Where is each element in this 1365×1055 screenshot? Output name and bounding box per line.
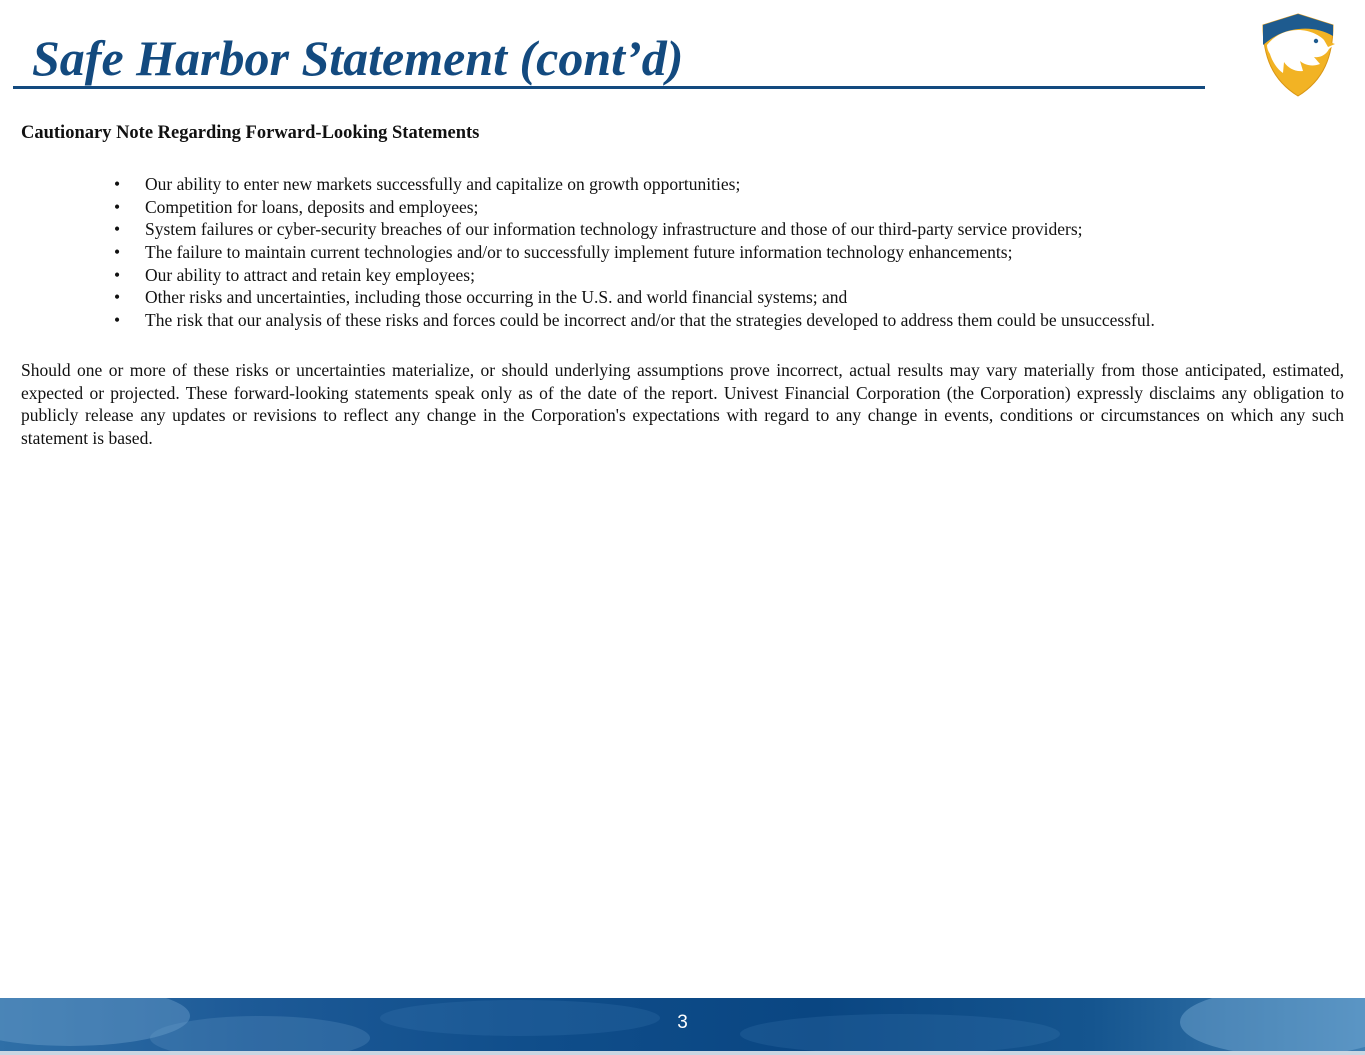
- bullet-icon: •: [114, 219, 121, 240]
- bullet-icon: •: [114, 310, 121, 331]
- bullet-text: The failure to maintain current technologies and/or to successfully implement future information technology enhancements;: [145, 242, 1013, 263]
- bullet-icon: •: [114, 174, 121, 194]
- title-underline: [13, 86, 1205, 89]
- bullet-text: The risk that our analysis of these risks and forces could be incorrect and/or that the strategies developed to address them could be unsuccessful.: [145, 310, 1155, 331]
- eagle-shield-logo-icon: [1258, 12, 1338, 98]
- bullet-text: System failures or cyber-security breaches of our information technology infrastructure and those of our third-party service providers;: [145, 219, 1083, 240]
- bullet-icon: •: [114, 264, 121, 285]
- bullet-icon: •: [114, 196, 121, 217]
- bullet-icon: •: [114, 242, 121, 263]
- bullet-text: Our ability to enter new markets successfully and capitalize on growth opportunities;: [145, 174, 741, 194]
- bullet-icon: •: [114, 287, 121, 308]
- page-number: 3: [677, 1012, 688, 1033]
- bullet-text: Competition for loans, deposits and employees;: [145, 196, 479, 217]
- footer-bottom-rule: [0, 1051, 1365, 1055]
- bullet-text: Other risks and uncertainties, including those occurring in the U.S. and world financial systems; and: [145, 287, 848, 308]
- bullet-text: Our ability to attract and retain key employees;: [145, 264, 475, 285]
- section-subheading: Cautionary Note Regarding Forward-Looking Statements: [21, 123, 480, 143]
- closing-paragraph: Should one or more of these risks or uncertainties materialize, or should underlying assumptions prove incorrect, actual results may vary materially from those anticipated, estimated, expected or projected. These forward-looking statements speak only as of the date of the report. Univest Financial Corporation (the Corporation) expressly disclaims any obligation to publicly release any updates or revisions to reflect any change in the Corporation's expectations with regard to any change in events, conditions or circumstances on which any such statement is based.: [21, 360, 1344, 449]
- footer-bar: [0, 998, 1365, 1055]
- slide-title: Safe Harbor Statement (cont’d): [32, 30, 684, 86]
